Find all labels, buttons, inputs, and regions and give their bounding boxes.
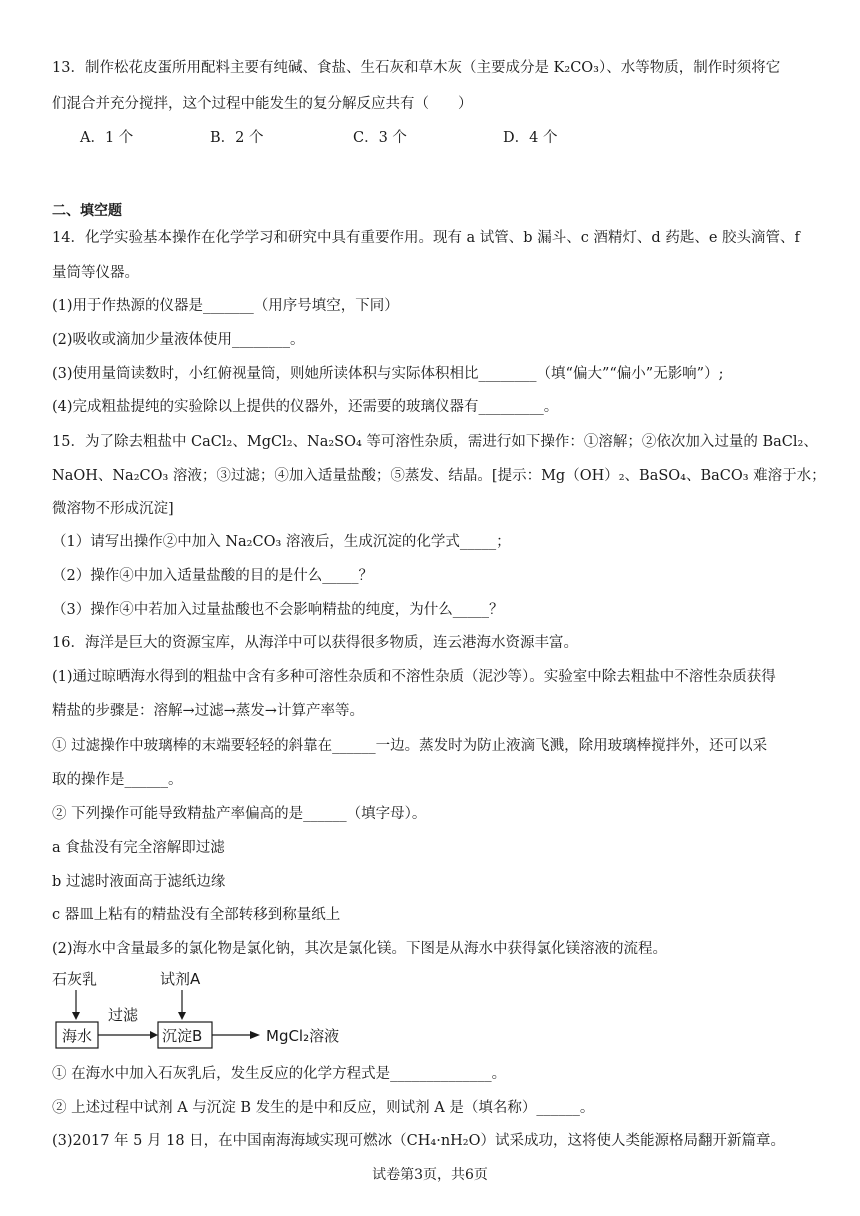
reagent-a: 试剂A xyxy=(160,970,201,988)
precipitate-b-label: 沉淀B xyxy=(162,1027,203,1045)
section-heading: 二、填空题 xyxy=(52,203,122,219)
q16-choice-a: a 食盐没有完全溶解即过滤 xyxy=(52,840,225,856)
q13-stem-line1: 13．制作松花皮蛋所用配料主要有纯碱、食盐、生石灰和草木灰（主要成分是 K₂CO₃）、水等物质，制作时须将它 xyxy=(52,60,781,76)
q14-part3: (3)使用量筒读数时，小红俯视量筒，则她所读体积与实际体积相比________（填“偏大”“偏小”无影响”）; xyxy=(52,366,724,382)
q16-part1-line1: (1)通过晾晒海水得到的粗盐中含有多种可溶性杂质和不溶性杂质（泥沙等）。实验室中除去粗盐中不溶性杂质获得 xyxy=(52,669,776,685)
q16-choice-b: b 过滤时液面高于滤纸边缘 xyxy=(52,874,226,890)
q15-stem-line1: 15．为了除去粗盐中 CaCl₂、MgCl₂、Na₂SO₄ 等可溶性杂质，需进行如下操作：①溶解；②依次加入过量的 BaCl₂、 xyxy=(52,434,818,450)
q13-option-a[interactable]: A．1 个 xyxy=(80,130,134,146)
q15-part1: （1）请写出操作②中加入 Na₂CO₃ 溶液后，生成沉淀的化学式_____； xyxy=(52,534,511,550)
q15-stem-line3: 微溶物不形成沉淀] xyxy=(52,501,174,517)
q15-stem-line2: NaOH、Na₂CO₃ 溶液；③过滤；④加入适量盐酸；⑤蒸发、结晶。[提示：Mg（OH）₂、BaSO₄、BaCO₃ 难溶于水； xyxy=(52,468,826,484)
q14-stem-line1: 14．化学实验基本操作在化学学习和研究中具有重要作用。现有 a 试管、b 漏斗、c 酒精灯、d 药匙、e 胶头滴管、f xyxy=(52,230,800,246)
product-label: MgCl₂溶液 xyxy=(266,1027,340,1045)
q16-stem: 16．海洋是巨大的资源宝库，从海洋中可以获得很多物质，连云港海水资源丰富。 xyxy=(52,635,578,651)
q16-choice-c: c 器皿上粘有的精盐没有全部转移到称量纸上 xyxy=(52,907,341,923)
reagent-lime-milk: 石灰乳 xyxy=(52,970,98,988)
seawater-label: 海水 xyxy=(62,1027,93,1045)
filter-label: 过滤 xyxy=(108,1006,139,1024)
q14-stem-line2: 量筒等仪器。 xyxy=(52,265,139,281)
q16-part1-line2: 精盐的步骤是：溶解→过滤→蒸发→计算产率等。 xyxy=(52,703,364,719)
page-footer: 试卷第3页，共6页 xyxy=(372,1167,488,1183)
q16-part2: (2)海水中含量最多的氯化物是氯化钠，其次是氯化镁。下图是从海水中获得氯化镁溶液的流程。 xyxy=(52,941,668,957)
q16-sub1-line1: ① 过滤操作中玻璃棒的末端要轻轻的斜靠在______一边。蒸发时为防止液滴飞溅，除用玻璃棒搅拌外，还可以采 xyxy=(52,738,768,754)
q16-part3: (3)2017 年 5 月 18 日，在中国南海海域实现可燃冰（CH₄·nH₂O）试采成功，这将使人类能源格局翻开新篇章。 xyxy=(52,1133,786,1149)
q16-sub1-line2: 取的操作是______。 xyxy=(52,772,183,788)
q15-part3: （3）操作④中若加入过量盐酸也不会影响精盐的纯度，为什么_____？ xyxy=(52,602,504,618)
q13-option-d[interactable]: D．4 个 xyxy=(503,130,558,146)
q13-option-b[interactable]: B．2 个 xyxy=(210,130,264,146)
q14-part2: (2)吸收或滴加少量液体使用________。 xyxy=(52,332,305,348)
q16-sub2: ② 下列操作可能导致精盐产率偏高的是______（填字母）。 xyxy=(52,806,427,822)
q14-part4: (4)完成粗盐提纯的实验除以上提供的仪器外，还需要的玻璃仪器有_________。 xyxy=(52,399,559,415)
q15-part2: （2）操作④中加入适量盐酸的目的是什么_____？ xyxy=(52,568,373,584)
flow-diagram xyxy=(52,966,372,1056)
q16-blank2: ② 上述过程中试剂 A 与沉淀 B 发生的是中和反应，则试剂 A 是（填名称）______。 xyxy=(52,1100,595,1116)
q13-stem-line2: 们混合并充分搅拌，这个过程中能发生的复分解反应共有（ ） xyxy=(52,96,473,112)
q16-blank1: ① 在海水中加入石灰乳后，发生反应的化学方程式是______________。 xyxy=(52,1066,507,1082)
q13-options xyxy=(80,128,820,148)
q13-option-c[interactable]: C．3 个 xyxy=(353,130,407,146)
q14-part1: (1)用于作热源的仪器是_______（用序号填空，下同） xyxy=(52,298,399,314)
